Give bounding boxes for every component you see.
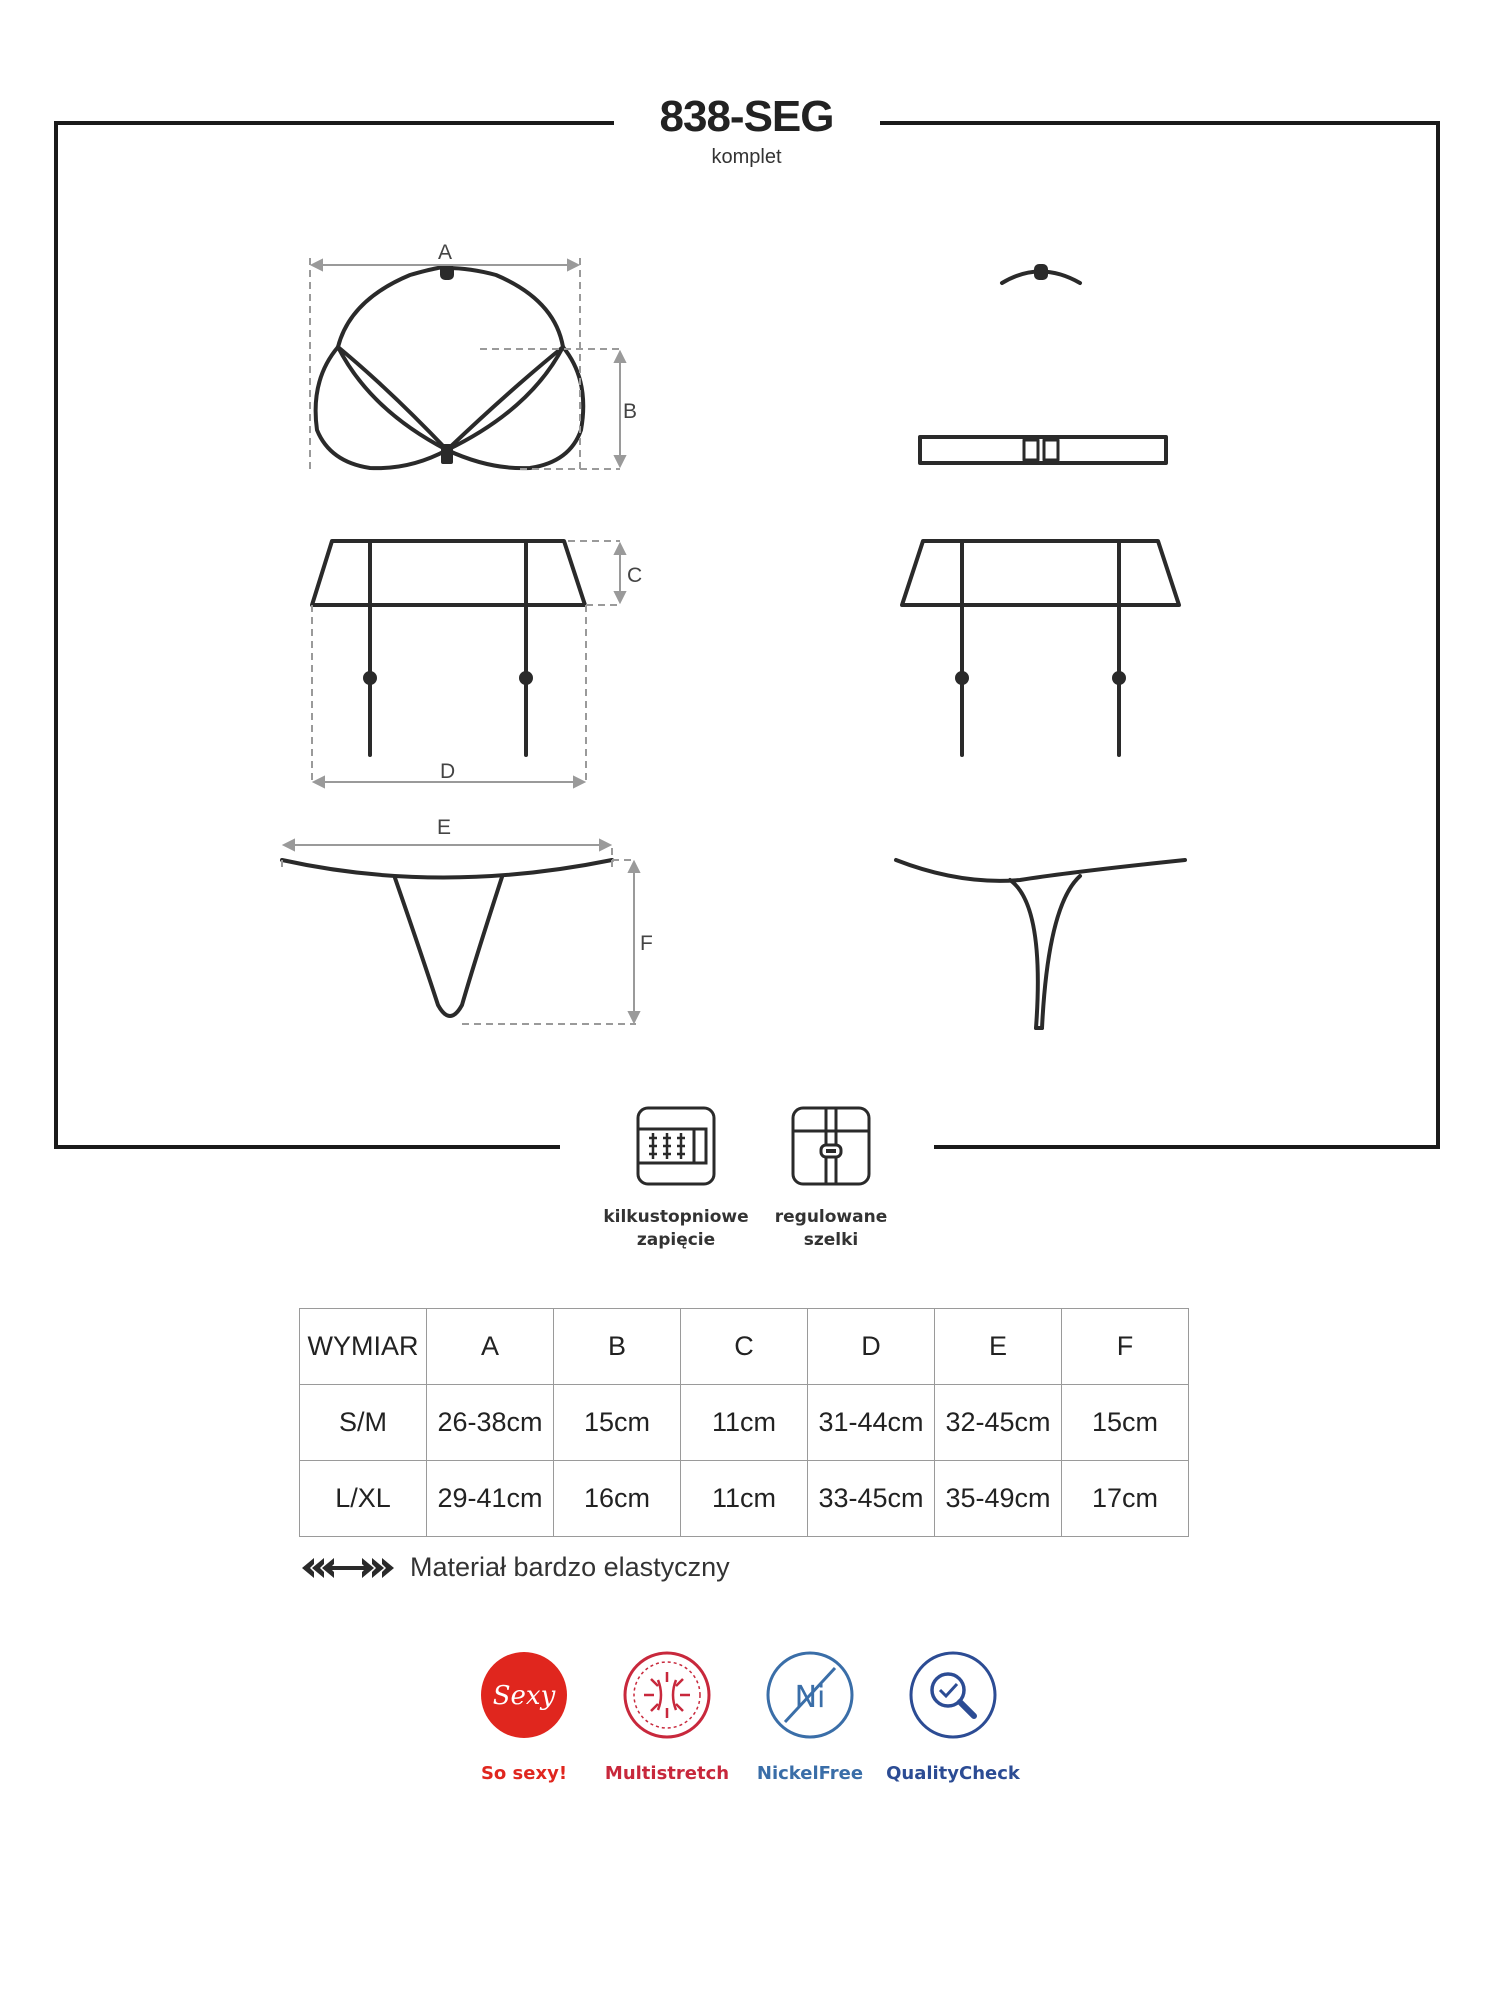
badge-so-sexy <box>454 1650 594 1784</box>
table-cell: S/M <box>300 1385 427 1461</box>
multi-step-clasp-icon <box>635 1105 717 1187</box>
thong-back-drawing <box>896 860 1185 1028</box>
product-type: komplet <box>711 146 782 168</box>
table-cell: 11cm <box>681 1461 808 1537</box>
table-header-cell: E <box>935 1309 1062 1385</box>
adjustable-straps-icon <box>790 1105 872 1187</box>
table-header-cell: WYMIAR <box>300 1309 427 1385</box>
badge-nickel-free-label: NickelFree <box>756 1763 864 1784</box>
dim-label-e: E <box>437 816 452 839</box>
nickel-free-icon-text: Ni <box>794 1680 826 1715</box>
table-row <box>300 1461 1189 1537</box>
table-cell: 15cm <box>554 1385 681 1461</box>
elastic-note <box>300 1552 730 1583</box>
nickel-free-icon <box>765 1650 855 1740</box>
feature-clasp-label: kilkustopniowe zapięcie <box>603 1207 749 1250</box>
table-cell: 16cm <box>554 1461 681 1537</box>
dim-label-f: F <box>640 932 653 955</box>
stretch-arrows-icon <box>300 1555 396 1581</box>
table-header-cell: C <box>681 1309 808 1385</box>
garter-belt-back-drawing <box>902 541 1179 755</box>
badge-quality-check-label: QualityCheck <box>886 1763 1020 1784</box>
badge-nickel-free <box>740 1650 880 1784</box>
multistretch-icon <box>622 1650 712 1740</box>
table-row <box>300 1385 1189 1461</box>
dim-label-c: C <box>627 564 643 587</box>
table-cell: 35-49cm <box>935 1461 1062 1537</box>
quality-check-icon <box>908 1650 998 1740</box>
table-header-cell: A <box>427 1309 554 1385</box>
garter-belt-front-drawing <box>312 541 585 755</box>
table-cell: L/XL <box>300 1461 427 1537</box>
badge-multistretch <box>597 1650 737 1784</box>
size-table <box>299 1308 1189 1537</box>
dim-label-a: A <box>438 241 453 264</box>
table-header-row <box>300 1309 1189 1385</box>
table-cell: 26-38cm <box>427 1385 554 1461</box>
table-cell: 11cm <box>681 1385 808 1461</box>
feature-straps-label: regulowane szelki <box>774 1207 888 1250</box>
bra-back-drawing <box>920 266 1166 463</box>
thong-front-drawing <box>282 860 612 1016</box>
sexy-icon <box>479 1650 569 1740</box>
table-header-cell: F <box>1062 1309 1189 1385</box>
table-header-cell: B <box>554 1309 681 1385</box>
table-cell: 32-45cm <box>935 1385 1062 1461</box>
dim-label-b: B <box>623 400 638 423</box>
table-cell: 31-44cm <box>808 1385 935 1461</box>
product-code: 838-SEG <box>659 92 834 141</box>
table-header-cell: D <box>808 1309 935 1385</box>
elastic-note-text: Materiał bardzo elastyczny <box>410 1552 730 1582</box>
badge-quality-check <box>883 1650 1023 1784</box>
table-cell: 29-41cm <box>427 1461 554 1537</box>
badge-multistretch-label: Multistretch <box>604 1763 730 1784</box>
table-cell: 17cm <box>1062 1461 1189 1537</box>
table-cell: 33-45cm <box>808 1461 935 1537</box>
table-cell: 15cm <box>1062 1385 1189 1461</box>
badge-so-sexy-label: So sexy! <box>480 1763 568 1784</box>
dim-label-d: D <box>440 760 456 783</box>
feature-straps <box>746 1105 916 1252</box>
sexy-icon-text: Sexy <box>492 1681 556 1711</box>
bra-front-drawing <box>316 266 584 468</box>
feature-clasp <box>591 1105 761 1252</box>
